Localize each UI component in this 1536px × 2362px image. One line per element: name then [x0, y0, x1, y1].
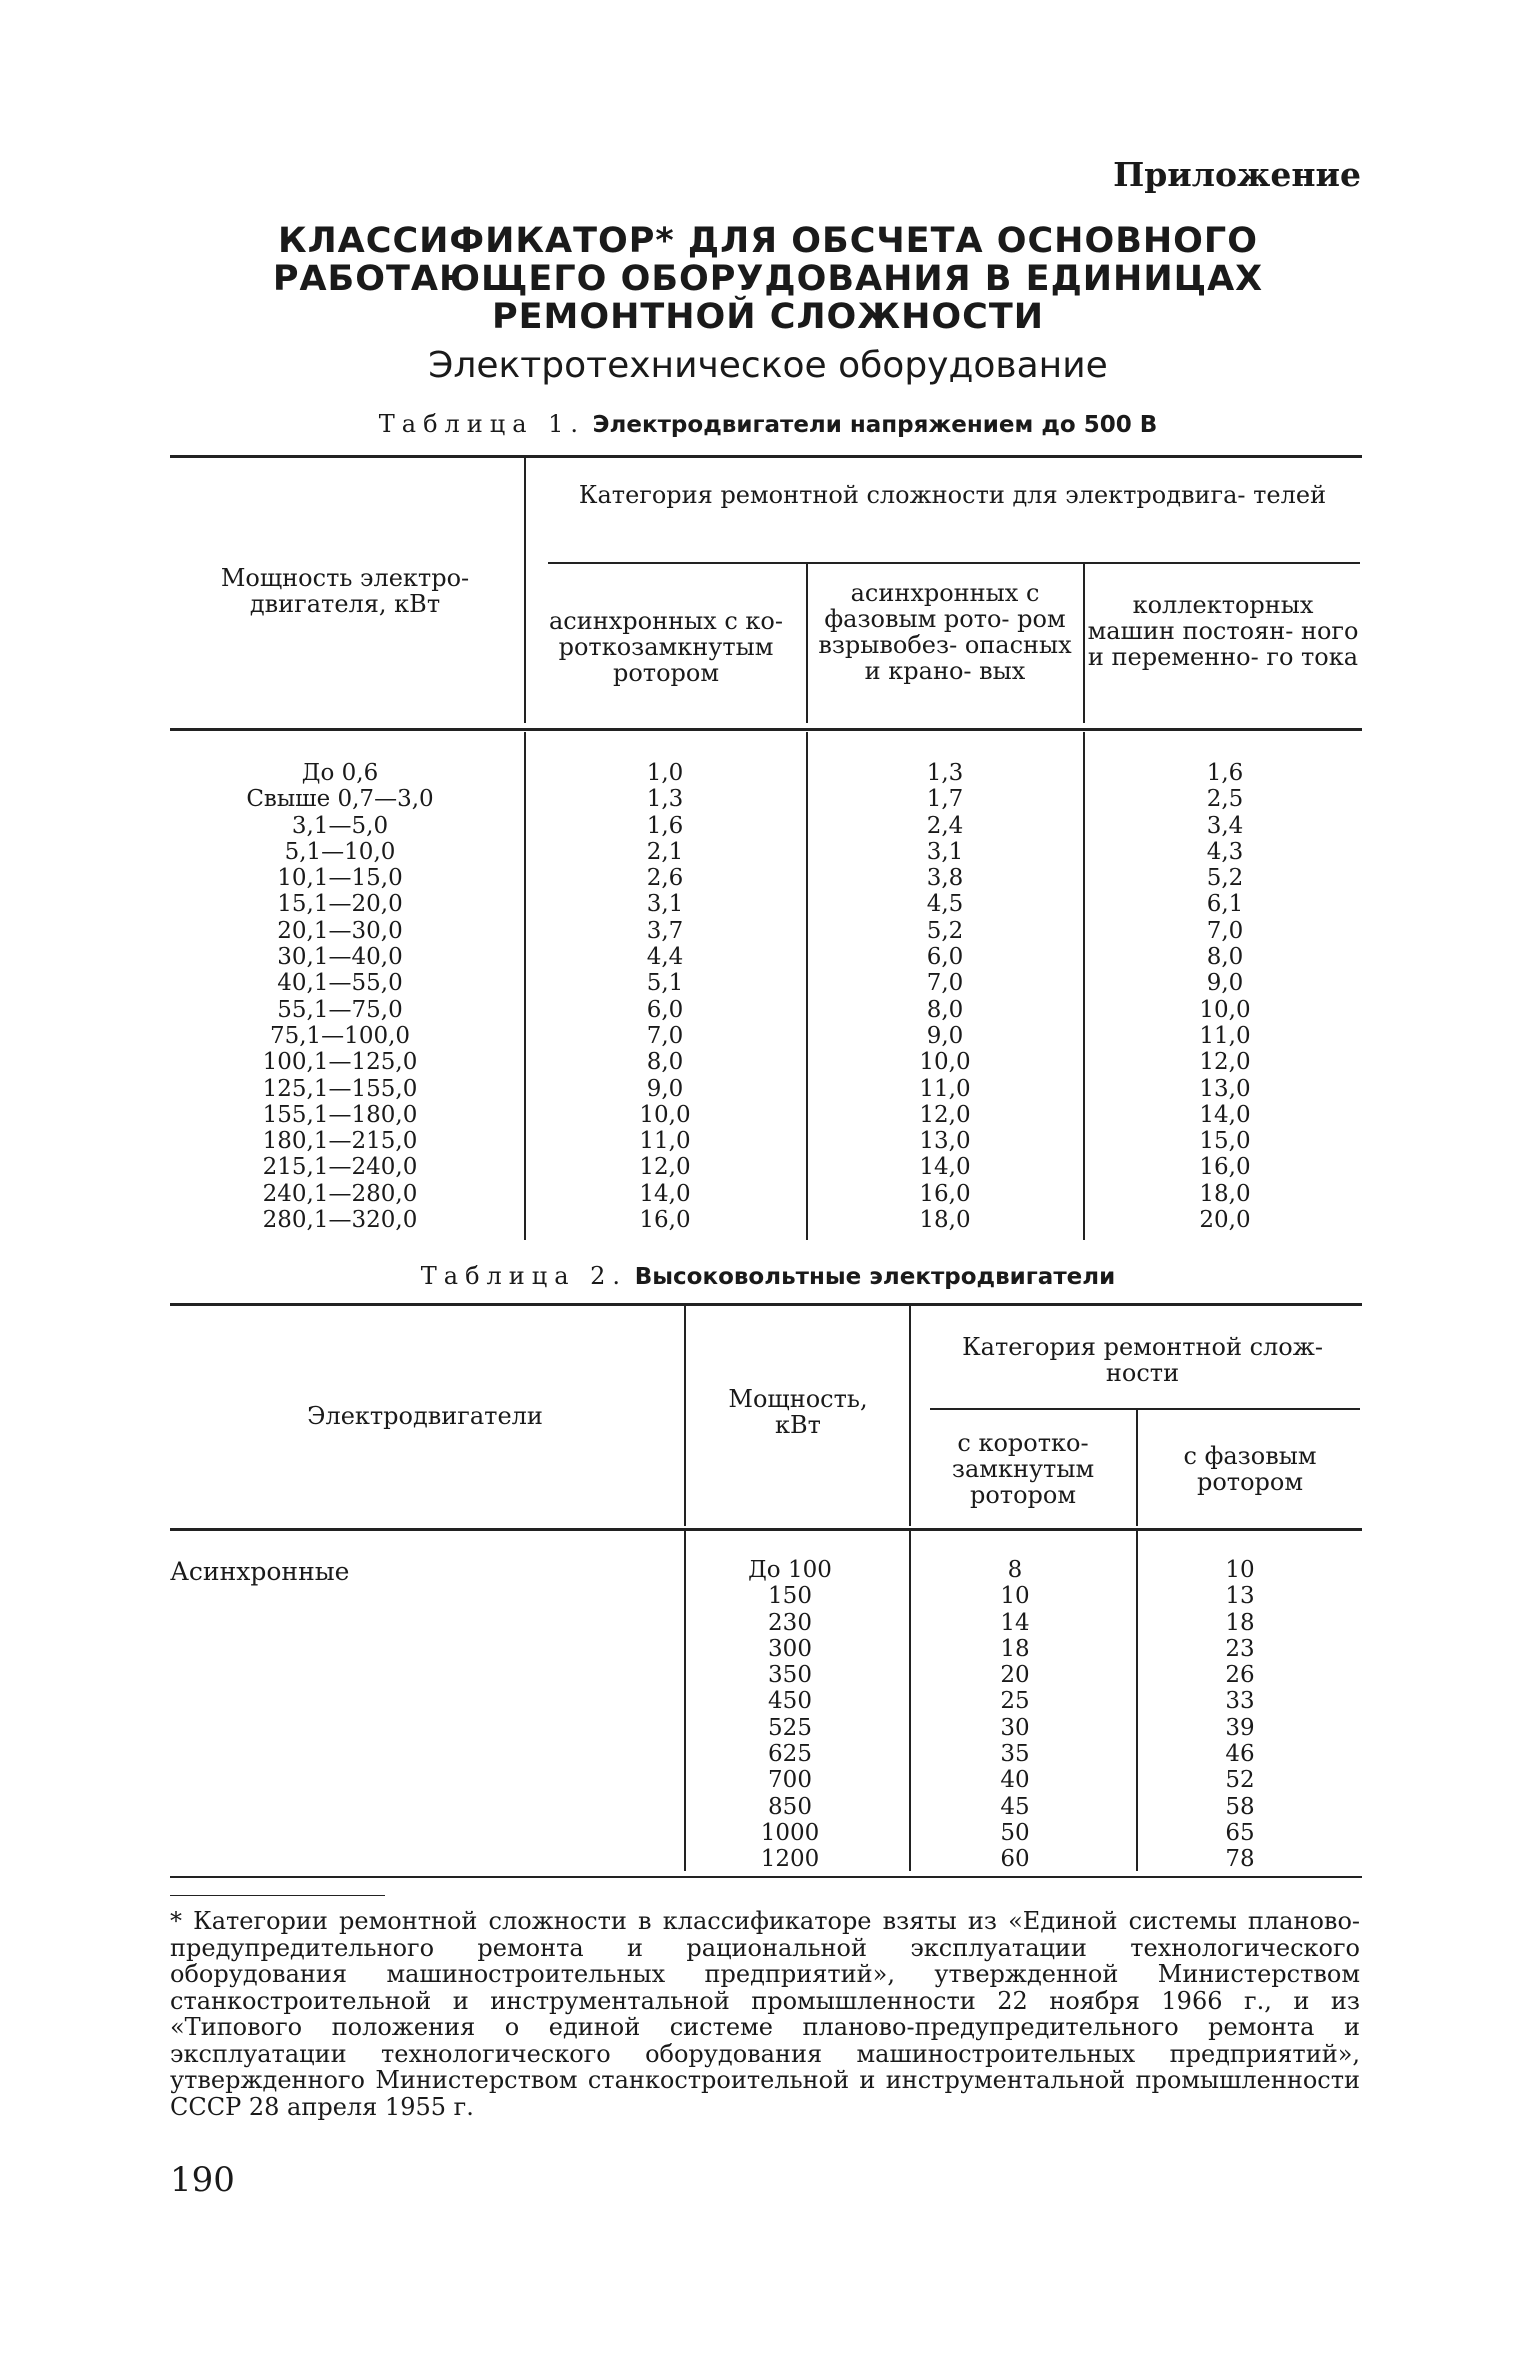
table-cell: 10,0	[639, 1101, 691, 1128]
table-cell: 2,4	[926, 812, 964, 839]
table-cell: 10,0	[1199, 996, 1251, 1023]
main-title-line-1: КЛАССИФИКАТОР* ДЛЯ ОБСЧЕТА ОСНОВНОГО	[278, 221, 1258, 261]
table1-async-short-column	[560, 760, 770, 1233]
table2-power-column	[700, 1557, 880, 1873]
table-cell: 230	[768, 1609, 812, 1636]
table2-header-phase-rotor: с фазовым ротором	[1183, 1442, 1317, 1496]
table-cell: 16,0	[1199, 1154, 1251, 1181]
table-cell: 9,0	[646, 1075, 684, 1102]
main-title-line-3: РЕМОНТНОЙ СЛОЖНОСТИ	[491, 297, 1045, 337]
table-cell: 14	[1000, 1609, 1030, 1636]
table2-header-category: Категория ремонтной слож- ности	[962, 1333, 1323, 1387]
table-cell: 39	[1225, 1714, 1255, 1741]
table1-header-async-short: асинхронных с ко- роткозамкнутым ротором	[549, 607, 783, 687]
table-cell: 30	[1000, 1714, 1030, 1741]
table2-phase-rotor-column	[1150, 1557, 1330, 1873]
table-cell: 40	[1000, 1767, 1030, 1794]
table-cell: До 100	[748, 1557, 832, 1583]
table-cell: 1,6	[1206, 760, 1244, 786]
table-cell: 215,1—240,0	[262, 1154, 418, 1181]
table-cell: 2,6	[646, 865, 684, 892]
table-cell: 18,0	[1199, 1180, 1251, 1207]
table-cell: 25	[1000, 1688, 1030, 1715]
table1-body-vline-3	[1083, 732, 1085, 1240]
table-cell: 125,1—155,0	[262, 1075, 418, 1102]
table1-header-collector: коллекторных машин постоян- ного и переменно- го тока	[1087, 591, 1359, 671]
table1-top-rule	[170, 455, 1362, 458]
table-cell: 46	[1225, 1741, 1255, 1768]
table2-vline-2	[909, 1306, 911, 1526]
footnote: * Категории ремонтной сложности в классификаторе взяты из «Единой системы планово-предупредительного ремонта и рациональной эксплуатации технологического оборудования машиностроительных предприятий», утвержденной Министерством станкостроительной и инструментальной промышленности 22 ноября 1966 г., и из «Типового положения о единой системе планово-предупредительного ремонта и эксплуатации технологического оборудования машиностроительных предприятий», утвержденного Министерством станкостроительной и инструментальной промышленности СССР 28 апреля 1955 г.	[170, 1907, 1360, 2121]
table-cell: 55,1—75,0	[277, 996, 403, 1023]
table-cell: 13,0	[1199, 1075, 1251, 1102]
table-cell: 3,4	[1206, 812, 1244, 839]
table1-header-power: Мощность электро- двигателя, кВт	[220, 564, 470, 618]
table2-motor-type: Асинхронные	[170, 1557, 350, 1586]
table-cell: 9,0	[1206, 970, 1244, 997]
table2-header-power: Мощность, кВт	[728, 1385, 868, 1439]
table-cell: 11,0	[919, 1075, 971, 1102]
table-cell: 50	[1000, 1819, 1030, 1846]
table1-caption	[170, 410, 1366, 438]
table-cell: 30,1—40,0	[277, 944, 403, 971]
footnote-separator	[170, 1895, 385, 1896]
table1-header-subrule	[548, 562, 1360, 564]
table1-body-vline-1	[524, 732, 526, 1240]
table-cell: 3,1	[646, 891, 684, 918]
table1-header-category: Категория ремонтной сложности для электродвига- телей	[578, 481, 1327, 509]
table-cell: 1,3	[926, 760, 964, 786]
table-cell: 11,0	[1199, 1022, 1251, 1049]
table-cell: 11,0	[639, 1128, 691, 1155]
table-cell: 7,0	[926, 970, 964, 997]
table-cell: 3,7	[646, 917, 684, 944]
table-cell: 12,0	[1199, 1049, 1251, 1076]
table-cell: 4,3	[1206, 838, 1244, 865]
table-cell: 2,1	[646, 838, 684, 865]
table-cell: 18	[1225, 1609, 1255, 1636]
table-cell: 16,0	[639, 1207, 691, 1234]
table-cell: 8,0	[926, 996, 964, 1023]
table2-caption-text: Высоковольтные электродвигатели	[634, 1264, 1116, 1290]
table2-header-motors: Электродвигатели	[307, 1402, 543, 1430]
table-cell: 15,1—20,0	[277, 891, 403, 918]
table-cell: 10,0	[919, 1049, 971, 1076]
main-title-line-2: РАБОТАЮЩЕГО ОБОРУДОВАНИЯ В ЕДИНИЦАХ	[272, 259, 1264, 299]
table-cell: 240,1—280,0	[262, 1180, 418, 1207]
table1-vline-3	[1083, 563, 1085, 723]
table-cell: 1,3	[646, 786, 684, 813]
table-cell: 100,1—125,0	[262, 1049, 418, 1076]
table-cell: 33	[1225, 1688, 1255, 1715]
table-cell: 60	[1000, 1846, 1030, 1873]
table1-power-column	[190, 760, 490, 1233]
table-cell: 300	[768, 1635, 812, 1662]
appendix-label: Приложение	[1113, 155, 1361, 194]
table-cell: До 0,6	[301, 760, 379, 786]
table-cell: 3,1—5,0	[291, 812, 389, 839]
table1-caption-prefix: Таблица 1.	[378, 410, 586, 438]
table-cell: 1,6	[646, 812, 684, 839]
table1-header-bottom-rule	[170, 728, 1362, 731]
table-cell: 8	[1007, 1557, 1023, 1583]
section-subtitle: Электротехническое оборудование	[428, 345, 1108, 386]
table-cell: 6,0	[926, 944, 964, 971]
table-cell: 625	[768, 1741, 812, 1768]
table-cell: 20	[1000, 1662, 1030, 1689]
table-cell: 14,0	[639, 1180, 691, 1207]
table-cell: 52	[1225, 1767, 1255, 1794]
table2-header-short-rotor: с коротко- замкнутым ротором	[951, 1429, 1095, 1509]
table2-caption	[170, 1262, 1366, 1290]
table2-body-vline-3	[1136, 1531, 1138, 1871]
table-cell: 45	[1000, 1793, 1030, 1820]
table-cell: 6,1	[1206, 891, 1244, 918]
table-cell: 23	[1225, 1635, 1255, 1662]
table-cell: 150	[768, 1583, 812, 1610]
table2-short-rotor-column	[930, 1557, 1100, 1873]
table-cell: 75,1—100,0	[269, 1022, 411, 1049]
table2-body-vline-2	[909, 1531, 911, 1871]
table-cell: 1000	[760, 1819, 820, 1846]
table-cell: 180,1—215,0	[262, 1128, 418, 1155]
table-cell: 15,0	[1199, 1128, 1251, 1155]
table-cell: 12,0	[639, 1154, 691, 1181]
table-cell: 10,1—15,0	[277, 865, 403, 892]
table-cell: 65	[1225, 1819, 1255, 1846]
table-cell: 10	[1225, 1557, 1255, 1583]
table-cell: 7,0	[646, 1022, 684, 1049]
table-cell: 5,1—10,0	[284, 838, 396, 865]
table-cell: 8,0	[646, 1049, 684, 1076]
table-cell: 14,0	[1199, 1101, 1251, 1128]
table2-vline-1	[684, 1306, 686, 1526]
table-cell: 350	[768, 1662, 812, 1689]
table-cell: 12,0	[919, 1101, 971, 1128]
table2-header-bottom-rule	[170, 1528, 1362, 1531]
table-cell: 4,4	[646, 944, 684, 971]
table-cell: 9,0	[926, 1022, 964, 1049]
table-cell: 700	[768, 1767, 812, 1794]
table-cell: 58	[1225, 1793, 1255, 1820]
table-cell: 13,0	[919, 1128, 971, 1155]
table2-vline-3	[1136, 1410, 1138, 1526]
table-cell: 14,0	[919, 1154, 971, 1181]
table-cell: 35	[1000, 1741, 1030, 1768]
table1-caption-text: Электродвигатели напряжением до 500 В	[592, 412, 1158, 438]
table2-header-subrule	[930, 1408, 1360, 1410]
page-number: 190	[170, 2160, 235, 2200]
table1-async-phase-column	[840, 760, 1050, 1233]
table2-body-vline-1	[684, 1531, 686, 1871]
table-cell: 1,7	[926, 786, 964, 813]
table-cell: 450	[768, 1688, 812, 1715]
table-cell: 20,0	[1199, 1207, 1251, 1234]
table-cell: 2,5	[1206, 786, 1244, 813]
table-cell: 5,2	[926, 917, 964, 944]
main-title	[170, 222, 1366, 336]
table1-collector-column	[1120, 760, 1330, 1233]
table-cell: 18,0	[919, 1207, 971, 1234]
table-cell: 4,5	[926, 891, 964, 918]
table-cell: 78	[1225, 1846, 1255, 1873]
table2-caption-prefix: Таблица 2.	[420, 1262, 628, 1290]
table-cell: 6,0	[646, 996, 684, 1023]
table-cell: 7,0	[1206, 917, 1244, 944]
table-cell: 18	[1000, 1635, 1030, 1662]
table-cell: 10	[1000, 1583, 1030, 1610]
table-cell: Свыше 0,7—3,0	[246, 786, 434, 813]
table1-body-vline-2	[806, 732, 808, 1240]
table-cell: 8,0	[1206, 944, 1244, 971]
table-cell: 13	[1225, 1583, 1255, 1610]
table-cell: 1,0	[646, 760, 684, 786]
table-cell: 155,1—180,0	[262, 1101, 418, 1128]
table-cell: 280,1—320,0	[262, 1207, 418, 1234]
table-cell: 525	[768, 1714, 812, 1741]
table1-vline-1	[524, 458, 526, 723]
table-cell: 40,1—55,0	[277, 970, 403, 997]
table-cell: 850	[768, 1793, 812, 1820]
table-cell: 5,1	[646, 970, 684, 997]
table-cell: 20,1—30,0	[277, 917, 403, 944]
table-cell: 3,1	[926, 838, 964, 865]
table-cell: 16,0	[919, 1180, 971, 1207]
table1-header-async-phase: асинхронных с фазовым рото- ром взрывобез- опасных и крано- вых	[818, 579, 1072, 685]
table-cell: 3,8	[926, 865, 964, 892]
table-cell: 5,2	[1206, 865, 1244, 892]
table2-top-rule	[170, 1303, 1362, 1306]
table-cell: 26	[1225, 1662, 1255, 1689]
table2-bottom-rule	[170, 1876, 1362, 1878]
table-cell: 1200	[760, 1846, 820, 1873]
